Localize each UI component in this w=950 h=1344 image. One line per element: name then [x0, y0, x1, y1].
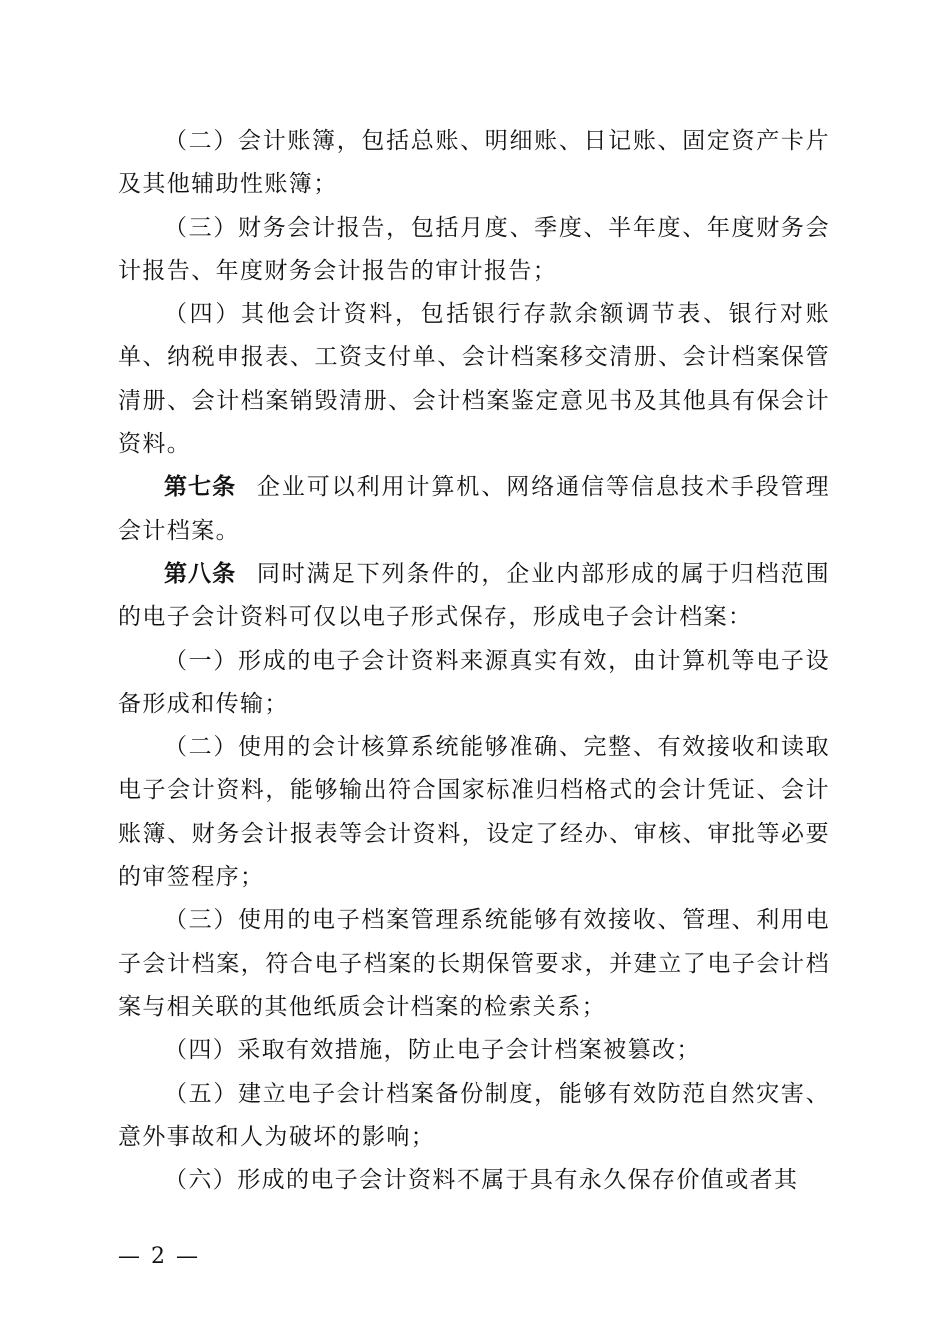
paragraph-text: （六）形成的电子会计资料不属于具有永久保存价值或者其 [164, 1167, 799, 1194]
document-body [118, 120, 830, 1202]
paragraph [118, 899, 830, 1029]
article-heading: 第七条 [164, 474, 237, 501]
paragraph [118, 1029, 830, 1072]
paragraph [118, 1159, 830, 1202]
paragraph [118, 1073, 830, 1160]
paragraph [118, 640, 830, 727]
paragraph [118, 726, 830, 899]
article-heading: 第八条 [164, 560, 237, 587]
paragraph [118, 207, 830, 294]
paragraph-text: 企业可以利用计算机、网络通信等信息技术手段管理会计档案。 [118, 474, 831, 544]
paragraph [118, 466, 830, 553]
paragraph-text: 同时满足下列条件的，企业内部形成的属于归档范围的电子会计资料可仅以电子形式保存，形成电子会计档案： [118, 560, 831, 631]
paragraph-text: （一）形成的电子会计资料来源真实有效，由计算机等电子设备形成和传输； [118, 647, 830, 717]
paragraph-text: （二）会计账簿，包括总账、明细账、日记账、固定资产卡片及其他辅助性账簿； [118, 128, 830, 198]
paragraph-text: （五）建立电子会计档案备份制度，能够有效防范自然灾害、意外事故和人为破坏的影响； [118, 1080, 830, 1150]
paragraph [118, 293, 830, 466]
paragraph-text: （四）其他会计资料，包括银行存款余额调节表、银行对账单、纳税申报表、工资支付单、会计档案移交清册、会计档案保管清册、会计档案销毁清册、会计档案鉴定意见书及其他具有保会计资料。 [118, 301, 830, 458]
paragraph-text: （四）采取有效措施，防止电子会计档案被篡改； [164, 1037, 701, 1064]
paragraph [118, 553, 830, 640]
paragraph-text: （三）财务会计报告，包括月度、季度、半年度、年度财务会计报告、年度财务会计报告的审计报告； [118, 214, 830, 284]
paragraph-text: （二）使用的会计核算系统能够准确、完整、有效接收和读取电子会计资料，能够输出符合国家标准归档格式的会计凭证、会计账簿、财务会计报表等会计资料，设定了经办、审核、审批等必要的审签程序； [118, 734, 830, 891]
paragraph-text: （三）使用的电子档案管理系统能够有效接收、管理、利用电子会计档案，符合电子档案的长期保管要求，并建立了电子会计档案与相关联的其他纸质会计档案的检索关系； [118, 907, 830, 1020]
page-number: — 2 — [118, 1244, 200, 1269]
paragraph [118, 120, 830, 207]
